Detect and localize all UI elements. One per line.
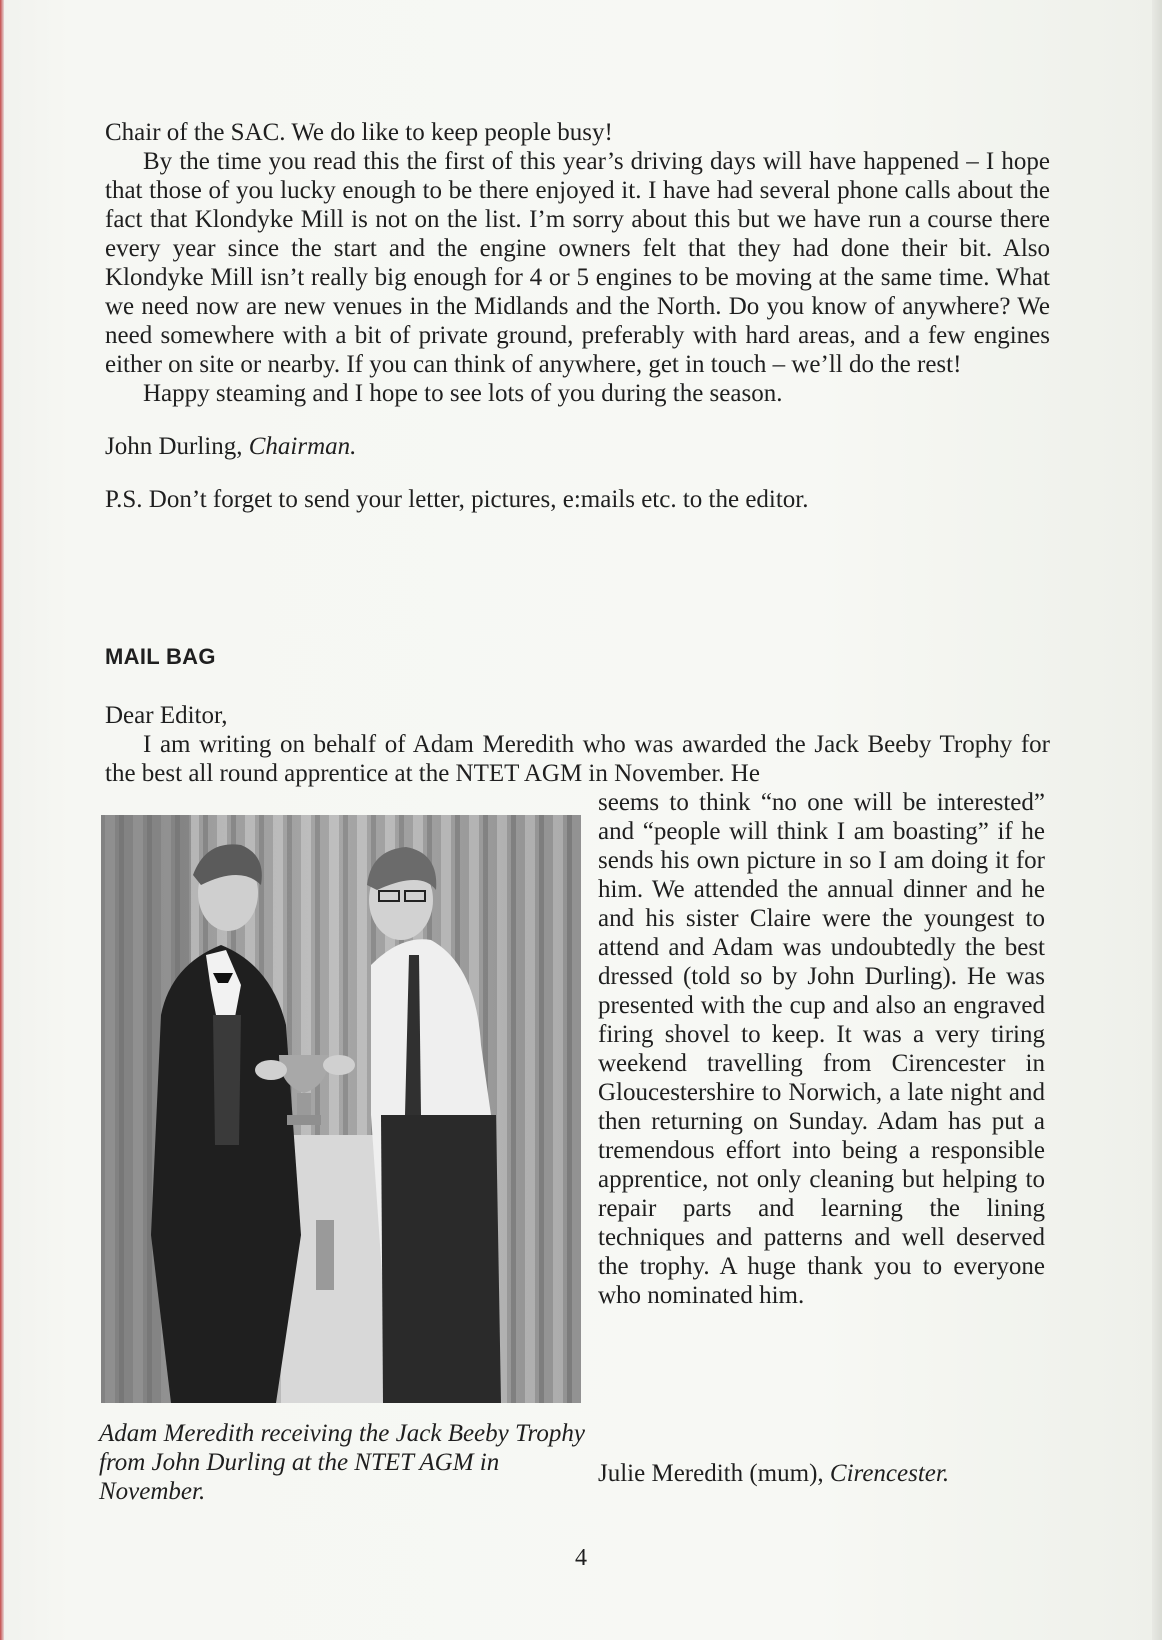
- paragraph-2: By the time you read this the first of this year’s driving days will have happened – I hope that those of you lucky enough to be there enjoyed it. I have had several phone calls about the fact that Klondyke Mill is not on the list. I’m sorry about this but we have run a course there every year since the start and the engine owners felt that they had done their bit. Also Klondyke Mill isn’t really big enough for 4 or 5 engines to be moving at the same time. What we need now are new venues in the Midlands and the North. Do you know of anywhere? We need somewhere with a bit of private ground, preferably with hard areas, and a few engines either on site or nearby. If you can think of anywhere, get in touch – we’ll do the rest!: [105, 148, 1050, 378]
- signoff-title: Chairman.: [248, 433, 357, 460]
- chairman-letter: [105, 118, 1050, 514]
- paragraph-3: Happy steaming and I hope to see lots of you during the season.: [143, 380, 783, 407]
- intro-paragraph: I am writing on behalf of Adam Meredith who was awarded the Jack Beeby Trophy for the best all round apprentice at the NTET AGM in November. He: [105, 731, 1050, 787]
- letter-signature: [598, 1460, 949, 1488]
- page-number: 4: [575, 1545, 587, 1571]
- signature-name: Julie Meredith (mum),: [598, 1460, 824, 1487]
- letter-column: [598, 788, 1045, 1310]
- postscript: P.S. Don’t forget to send your letter, pictures, e:mails etc. to the editor.: [105, 486, 809, 513]
- signature-place: Cirencester.: [829, 1460, 950, 1487]
- trophy-photo: [101, 815, 581, 1403]
- mailbag-intro: [105, 701, 1050, 788]
- signoff-name: John Durling,: [105, 433, 243, 460]
- section-heading: MAIL BAG: [105, 644, 216, 669]
- photo-caption: Adam Meredith receiving the Jack Beeby Trophy from John Durling at the NTET AGM in November.: [99, 1420, 585, 1505]
- paragraph-1: Chair of the SAC. We do like to keep people busy!: [105, 119, 613, 146]
- page-edge-left: [0, 0, 4, 1640]
- salutation: Dear Editor,: [105, 702, 228, 729]
- signoff: [105, 432, 1050, 461]
- column-paragraph: seems to think “no one will be interested” and “people will think I am boasting” if he sends his own picture in so I am doing it for him. We attended the annual dinner and he and his sister Claire were the youngest to attend and Adam was undoubtedly the best dressed (told so by John Durling). He was presented with the cup and also an engraved firing shovel to keep. It was a very tiring weekend travelling from Cirencester in Gloucestershire to Norwich, a late night and then returning on Sunday. Adam has put a tremendous effort into being a responsible apprentice, not only cleaning but helping to repair parts and learning the lining techniques and patterns and well deserved the trophy. A huge thank you to everyone who nominated him.: [598, 789, 1045, 1309]
- page-edge-right: [1152, 0, 1162, 1640]
